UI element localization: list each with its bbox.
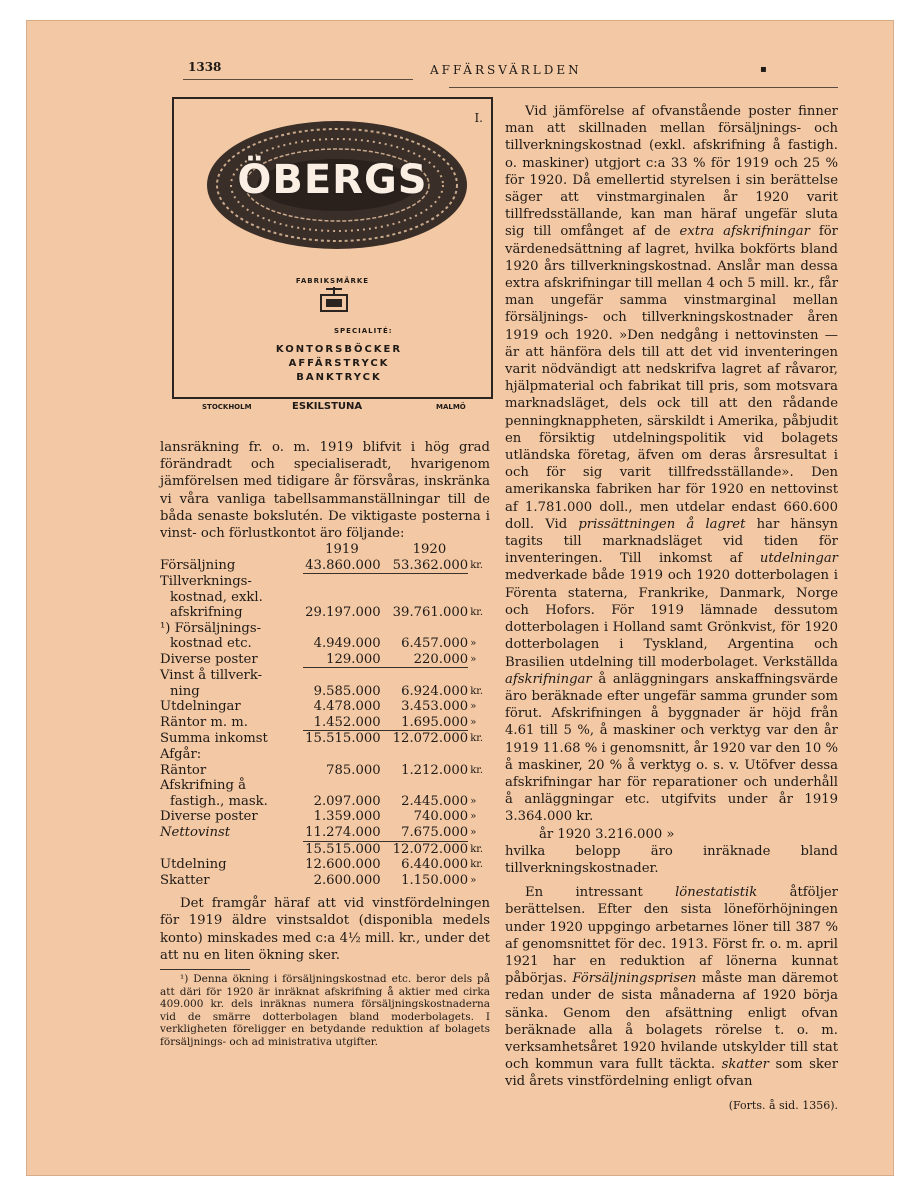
value-1919: 785.000 — [326, 762, 381, 778]
text-run: som sker vid årets vinstfördelning enligt ofvan — [505, 1057, 838, 1090]
row-label: afskrifning — [170, 605, 243, 621]
ad-corner-mark: I. — [474, 111, 483, 125]
row-label: Försäljning — [160, 558, 236, 574]
text-run: En intressant — [525, 885, 676, 901]
value-1920 — [391, 574, 469, 590]
table-row — [160, 763, 492, 779]
value-1919: 43.860.000 — [303, 558, 391, 574]
value-1920 — [391, 590, 469, 606]
value-1920: 740.000 — [413, 809, 469, 825]
unit: kr. — [470, 859, 484, 871]
unit: kr. — [470, 685, 484, 697]
ad-product-item: BANKTRYCK — [296, 372, 382, 383]
emphasis-run: utdelningar — [759, 551, 838, 567]
value-1919: 12.600.000 — [305, 857, 381, 873]
unit — [468, 621, 492, 637]
unit — [468, 778, 492, 794]
row-label: Räntor — [160, 762, 207, 778]
obergs-advertisement — [172, 97, 493, 412]
row-label — [160, 841, 303, 857]
value-1920: 3.453.000 — [401, 699, 469, 715]
unit — [468, 574, 492, 590]
value-1919: 9.585.000 — [313, 683, 381, 699]
text-run: för värdenedsättning af lagret, hvilka bokförts bland 1920 års tillverkningskostnad. Anslår man dessa extra afskrifningar till mellan 4 och 5 mill. kr., får man ungefär samma vinstmarginal mellan försäljnings- och tillverkningskostnader åren 1919 och 1920. »Den nedgång i nettovinsten — är att hänföra dels till att det vid inventeringen varit nödvändigt att nedskrifva lagret af råvaror, hjälpmaterial och fabrikat till pris, som motsvara marknadsläget, dels ock till att den rådande penningknappheten, särskildt i Amerika, påbjudit en försiktig utdelningspolitik vid bolagets utländska företag, äfven om deras årsresultat i och för sig varit tillfredsställande». Den amerikanska fabriken har för 1920 en nettovinst af 1.781.000 doll., men utdelar endast 660.600 doll. Vid — [505, 224, 838, 532]
row-label: kostnad etc. — [170, 636, 252, 652]
text-run: å anläggningars anskaffningsvärde äro beräknade efter ungefär samma grunder som förut. Afskrifningen å byggnader är höjd från 4.61 till 5 %, å maskiner och verktyg var den år 1919 11.68 % i genomsnitt, år 1920 var den 10 % å maskiner, 20 % å verktyg o. s. v. Utöfver dessa afskrifningar har för reparationer och underhåll å anläggningar etc. utgifvits under år 1919 3.364.000 kr. — [505, 671, 838, 825]
table-row — [160, 873, 492, 889]
unit: » — [470, 874, 477, 886]
emphasis-run: Försäljningsprisen — [572, 971, 697, 987]
unit — [468, 590, 492, 606]
emphasis-run: lönestatistik — [675, 885, 758, 901]
value-1920: 6.924.000 — [401, 683, 469, 699]
row-label: Vinst å tillverk- — [160, 667, 263, 683]
value-1920: 7.675.000 — [391, 825, 469, 841]
row-label: ning — [170, 683, 200, 699]
spacer — [160, 888, 490, 895]
value-1919: 129.000 — [303, 652, 391, 668]
ad-product-item: KONTORSBÖCKER — [275, 344, 403, 355]
table-row — [160, 621, 492, 637]
table-row — [160, 747, 492, 763]
header-rule-right — [449, 87, 838, 88]
unit: » — [470, 717, 477, 729]
table-row — [160, 794, 492, 810]
table-row — [160, 668, 492, 684]
value-1920: 1.695.000 — [391, 715, 469, 731]
unit: » — [470, 654, 477, 666]
ad-product-list — [264, 343, 414, 385]
value-1920: 12.072.000 — [392, 731, 469, 747]
table-row — [160, 684, 492, 700]
table-row — [160, 778, 492, 794]
ad-brand-name: ÖBERGS — [237, 157, 428, 203]
footnote: ¹) Denna ökning i försäljningskostnad etc. beror dels på att däri för 1920 är inräknat afskrifning å aktier med cirka 409.000 kr. dels inräknas numera försäljningskostnaderna vid de smärre dotterbolagen bland moderbolagets. I verkligheten föreligger en betydande reduktion af bolagets försäljnings- och ad ministrativa utgifter. — [160, 973, 490, 1049]
unit — [468, 668, 492, 684]
left-column — [160, 439, 490, 1049]
value-1919 — [303, 747, 391, 763]
row-label: ¹) Försäljnings- — [160, 620, 262, 636]
unit: kr. — [470, 560, 484, 572]
ad-city-eskilstuna: ESKILSTUNA — [292, 401, 363, 412]
after-table-paragraph: Det framgår häraf att vid vinstfördelningen för 1919 äldre vinstsaldot (disponibla medels konto) minskades med c:a 4½ mill. kr., under det att nu en liten ökning sker. — [160, 896, 490, 963]
value-1920: 1.212.000 — [401, 762, 469, 778]
value-1920: 6.440.000 — [401, 857, 469, 873]
table-row — [160, 636, 492, 652]
row-label: Utdelning — [160, 857, 227, 873]
table-header-1920: 1920 — [412, 542, 447, 558]
row-label: Afgår: — [160, 746, 202, 762]
table-row — [160, 574, 492, 590]
specialty-label: SPECIALITÉ: — [334, 327, 393, 335]
row-label: Nettovinst — [160, 825, 231, 841]
left-intro-paragraph: lansräkning fr. o. m. 1919 blifvit i hög grad förändradt och specialiseradt, hvarigenom jämförelsen med tidigare år försvåras, inskränka vi våra vanliga tabellsammanställningar till de båda senaste bokslutén. De viktigaste posterna i vinst- och förlustkontot äro följande: — [160, 440, 490, 542]
table-row — [160, 652, 492, 668]
row-label: Tillverknings- — [160, 573, 252, 589]
unit: » — [470, 638, 477, 650]
text-run: måste man däremot redan under de sista månaderna af 1920 börja sänka. Genom den afsättning enligt ofvan beräknade alla å bolagets rörelse t. o. m. verksamhetsåret 1920 hvilande utskylder till stat och kommun vara fullt täckta. — [505, 971, 838, 1073]
right-paragraph-1-end: hvilka belopp äro inräknade bland tillverkningskostnader. — [505, 843, 838, 876]
table-header-row — [160, 542, 492, 558]
row-label: fastigh., mask. — [170, 793, 268, 809]
unit: » — [470, 701, 477, 713]
unit — [468, 747, 492, 763]
value-1920: 220.000 — [391, 652, 469, 668]
emphasis-run: skatter — [721, 1057, 769, 1073]
header-dot: ▪ — [760, 64, 767, 75]
table-row — [160, 590, 492, 606]
value-1919: 2.097.000 — [313, 793, 381, 809]
row-label: Summa inkomst — [160, 731, 268, 747]
text-run: har hänsyn tagits till marknadsläget vid tiden för inventeringen. Till inkomst af — [505, 516, 838, 567]
factory-press-icon — [318, 285, 350, 313]
text-run: åtföljer berättelsen. Efter den sista löneförhöjningen under 1920 uppgingo arbetarnes löner till 387 % af genomsnittet för dec. 1913. Först fr. o. m. april 1921 har en reduktion af lönerna kunnat påbörjas. — [505, 885, 838, 987]
right-paragraph-2 — [505, 884, 838, 1090]
unit: kr. — [470, 733, 484, 745]
value-1920 — [391, 668, 469, 684]
table-row — [160, 605, 492, 621]
value-1919 — [303, 621, 391, 637]
row-label: Skatter — [160, 872, 210, 888]
right-column — [505, 103, 838, 1114]
table-row — [160, 731, 492, 747]
value-1920: 1.150.000 — [401, 872, 469, 888]
value-1919: 15.515.000 — [303, 841, 391, 857]
table-header-blank — [160, 542, 303, 558]
spacer — [505, 877, 838, 884]
unit: kr. — [470, 764, 484, 776]
table-row — [160, 825, 492, 841]
page-number: 1338 — [188, 60, 222, 74]
unit: » — [470, 795, 477, 807]
value-1919: 1.452.000 — [303, 715, 391, 731]
profit-loss-table-body — [160, 558, 492, 888]
ad-city-stockholm: STOCKHOLM — [202, 403, 252, 411]
text-run: Vid jämförelse af ofvanstående poster finner man att skillnaden mellan försäljnings- och tillverkningskostnad (exkl. afskrifning å fastigh. o. maskiner) utgjort c:a 33 % för 1919 och 25 % för 1920. Då emellertid styrelsen i sin berättelse säger att vinstmarginalen år 1920 varit tillfredsställande, kan man häraf ungefär sluta sig till omfånget af de — [505, 104, 838, 240]
value-1919 — [303, 778, 391, 794]
emphasis-run: afskrifningar — [505, 671, 592, 687]
unit: » — [470, 811, 477, 823]
row-label: Diverse poster — [160, 652, 258, 668]
table-row — [160, 715, 492, 731]
right-paragraph-1 — [505, 103, 838, 826]
footnote-rule — [160, 969, 250, 970]
value-1919: 1.359.000 — [313, 809, 381, 825]
profit-loss-table — [160, 542, 492, 888]
row-label: Utdelningar — [160, 699, 241, 715]
right-paragraph-1-line2: år 1920 3.216.000 » — [539, 826, 675, 842]
row-label: Diverse poster — [160, 809, 258, 825]
value-1920: 2.445.000 — [401, 793, 469, 809]
value-1919: 2.600.000 — [313, 872, 381, 888]
unit: kr. — [470, 607, 484, 619]
table-header-unit — [468, 542, 492, 558]
header-rule-left — [183, 79, 413, 80]
value-1920: 53.362.000 — [392, 557, 469, 573]
row-label: Räntor m. m. — [160, 715, 248, 731]
publication-title: AFFÄRSVÄRLDEN — [430, 63, 582, 77]
table-row — [160, 841, 492, 857]
text-run: medverkade både 1919 och 1920 dotterbolagen i Förenta staterna, Frankrike, Danmark, Norge och Hofors. För 1919 lämnade dessutom dotterbolagen i Holland samt Grönkvist, för 1920 dotterbolagen i Tyskland, Argentina och Brasilien utdelning till moderbolaget. Verkställda — [505, 568, 838, 670]
table-row — [160, 558, 492, 574]
value-1919 — [303, 668, 391, 684]
value-1919 — [303, 590, 391, 606]
value-1920: 39.761.000 — [392, 605, 469, 621]
value-1919 — [303, 574, 391, 590]
ad-product-item: AFFÄRSTRYCK — [288, 358, 390, 369]
value-1919: 11.274.000 — [303, 825, 391, 841]
factory-mark-label: FABRIKSMÄRKE — [295, 277, 370, 285]
value-1920 — [391, 778, 469, 794]
value-1920 — [391, 747, 469, 763]
page-header — [0, 0, 913, 90]
value-1919: 29.197.000 — [305, 605, 381, 621]
emphasis-run: prissättningen å lagret — [578, 516, 746, 532]
value-1919: 15.515.000 — [303, 731, 391, 747]
value-1919: 4.949.000 — [313, 636, 381, 652]
ad-city-malmo: MALMÖ — [436, 403, 466, 411]
value-1920 — [391, 621, 469, 637]
row-label: Afskrifning å — [160, 778, 247, 794]
value-1920: 6.457.000 — [401, 636, 469, 652]
unit: kr. — [470, 843, 484, 855]
table-row — [160, 809, 492, 825]
unit: » — [470, 827, 477, 839]
emphasis-run: extra afskrifningar — [679, 224, 810, 240]
row-label: kostnad, exkl. — [170, 589, 263, 605]
table-header-1919: 1919 — [325, 542, 359, 558]
value-1919: 4.478.000 — [313, 699, 381, 715]
continued-note: (Forts. å sid. 1356). — [728, 1098, 838, 1112]
value-1920: 12.072.000 — [392, 841, 469, 857]
table-row — [160, 857, 492, 873]
table-row — [160, 699, 492, 715]
